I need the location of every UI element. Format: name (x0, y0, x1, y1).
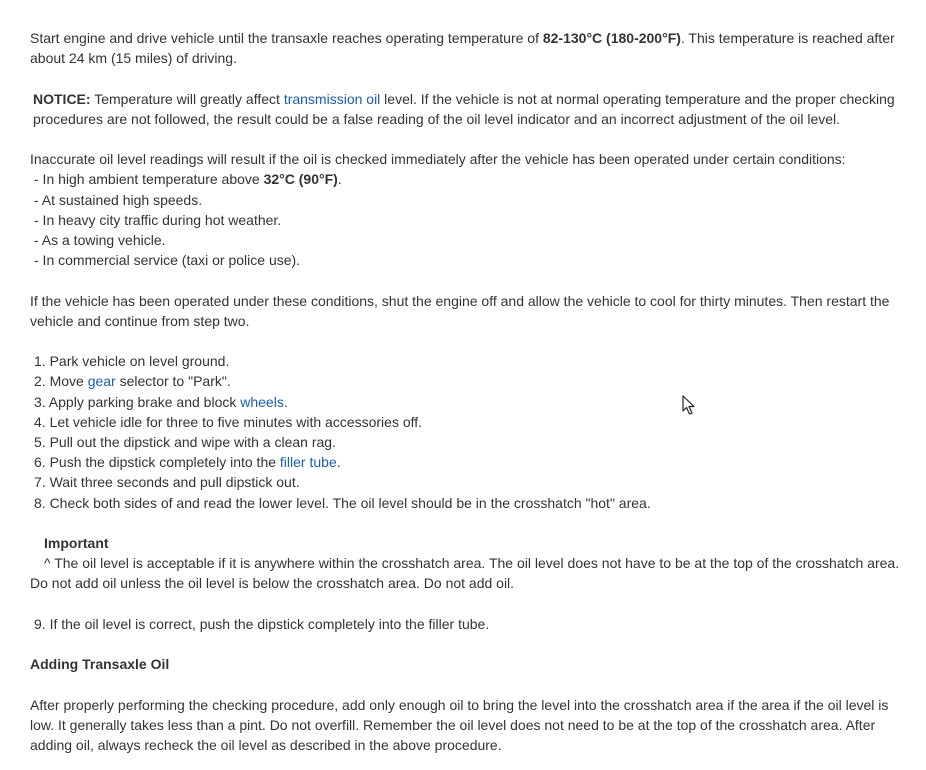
adding-paragraph: After properly performing the checking procedure, add only enough oil to bring the level into the crosshatch area if the area if the oil level is low. It generally takes less than a pint. Do not overfill. Remember the oil level does not need to be at the top of the crosshatch area. After adding oil, always recheck the oil level as described in the above procedure. (30, 696, 889, 753)
step-text: 3. Apply parking brake and block (34, 393, 241, 410)
cooldown-paragraph: If the vehicle has been operated under these conditions, shut the engine off and allow the vehicle to cool for thirty minutes. Then restart the vehicle and continue from step two. (30, 292, 890, 329)
transmission-oil-link[interactable]: transmission oil (283, 90, 381, 107)
step-item: 7. Wait three seconds and pull dipstick out. (34, 474, 300, 491)
gear-link[interactable]: gear (87, 373, 116, 390)
notice-label: NOTICE: (33, 90, 91, 107)
section-heading: Adding Transaxle Oil (30, 656, 170, 673)
step-text: 2. Move (34, 373, 88, 390)
intro-paragraph (30, 28, 915, 68)
operating-temperature: 82-130°C (180-200°F) (542, 30, 681, 46)
step-item (30, 371, 915, 391)
step-item: 1. Park vehicle on level ground. (34, 353, 230, 370)
notice-text: Temperature will greatly affect (90, 90, 284, 107)
intro-text: Start engine and drive vehicle until the transaxle reaches operating temperature of (30, 30, 543, 46)
condition-item: - In heavy city traffic during hot weather. (34, 211, 282, 228)
step-text-end: . (336, 454, 341, 471)
condition-item (30, 169, 915, 189)
step-item (30, 452, 915, 472)
important-label (30, 533, 915, 553)
important-heading: Important (44, 535, 109, 551)
condition-item: - In commercial service (taxi or police use). (34, 252, 301, 269)
step-text-end: . (283, 393, 288, 410)
ambient-temperature: 32°C (90°F) (263, 171, 338, 188)
mouse-pointer-icon (682, 395, 696, 415)
step-item: 5. Pull out the dipstick and wipe with a clean rag. (34, 434, 336, 450)
step-text-end: selector to "Park". (115, 373, 231, 390)
condition-item: - At sustained high speeds. (34, 191, 203, 208)
step-item: 9. If the oil level is correct, push the dipstick completely into the filler tube. (34, 615, 490, 632)
intro-text-end: . This temperature is reached after about 24 km (15 miles) of driving. (30, 30, 895, 67)
filler-tube-link[interactable]: filler tube (279, 454, 337, 471)
step-item (30, 392, 915, 412)
conditions-intro: Inaccurate oil level readings will result if the oil is checked immediately after the vehicle has been operated under certain conditions: (30, 151, 846, 168)
notice-paragraph (30, 89, 915, 129)
important-note: ^ The oil level is acceptable if it is anywhere within the crosshatch area. The oil level does not have to be at the top of the crosshatch area. Do not add oil unless the oil level is below the crosshatch area. Do not add oil. (30, 555, 900, 592)
condition-item-text: - In high ambient temperature above (34, 171, 264, 188)
step-item: 8. Check both sides of and read the lower level. The oil level should be in the crosshatch "hot" area. (34, 494, 651, 511)
step-item: 4. Let vehicle idle for three to five minutes with accessories off. (34, 413, 423, 430)
notice-text-end: level. If the vehicle is not at normal operating temperature and the proper checking procedures are not followed, the result could be a false reading of the oil level indicator and an incorrect adjustment of the oil level. (33, 90, 895, 127)
step-text: 6. Push the dipstick completely into the (34, 454, 280, 471)
adding-heading (30, 654, 915, 674)
condition-item: - As a towing vehicle. (34, 232, 166, 248)
wheels-link[interactable]: wheels (240, 393, 284, 410)
article-body (30, 28, 915, 755)
important-text (30, 553, 915, 593)
condition-item-end: . (337, 171, 342, 188)
